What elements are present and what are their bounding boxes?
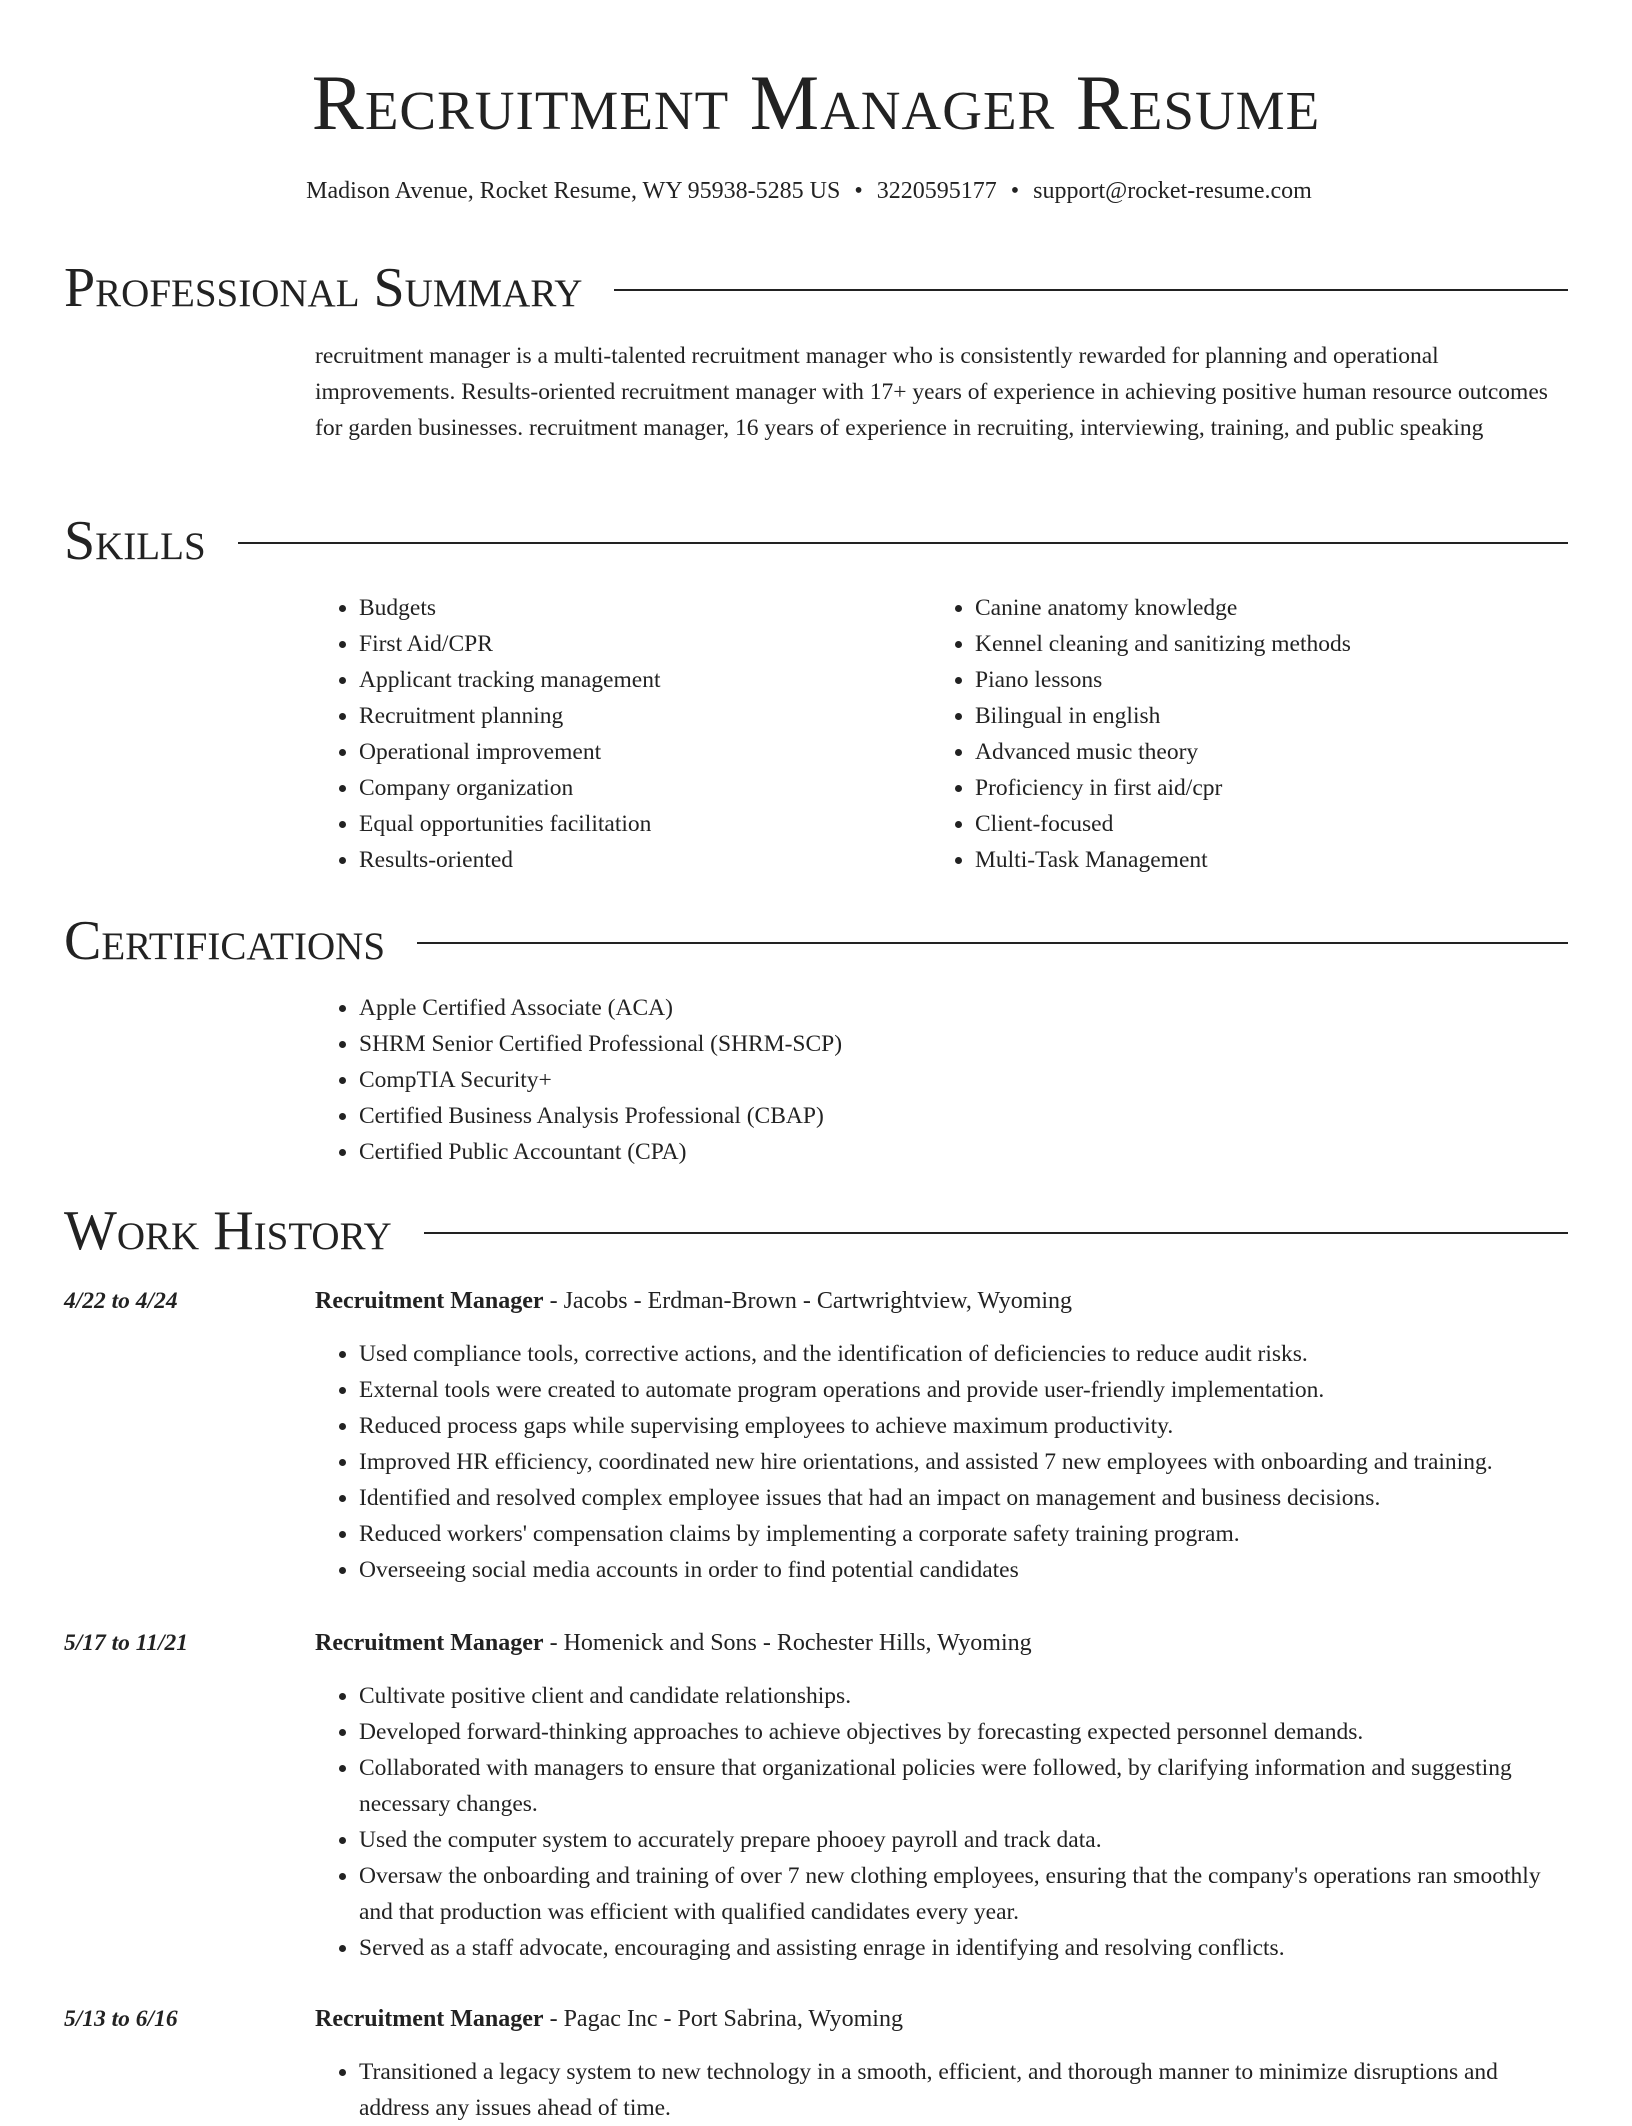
skill-item: • First Aid/CPR (359, 626, 660, 662)
duty-item: • Transitioned a legacy system to new technology in a smooth, efficient, and thorough manner to minimize disruptions and address any issues ahead of time. (359, 2054, 1568, 2126)
certification-item: • Certified Business Analysis Professional (CBAP) (359, 1098, 842, 1134)
certification-bullets (315, 990, 842, 1170)
duty-item: • Used compliance tools, corrective actions, and the identification of deficiencies to reduce audit risks. (359, 1336, 1568, 1372)
resume-title: Recruitment Manager Resume (311, 59, 1321, 146)
job-title: Recruitment Manager (315, 2006, 544, 2032)
job-duties (315, 2054, 1568, 2126)
job-dates: 5/17 to 11/21 (64, 1630, 189, 1656)
skill-item: • Proficiency in first aid/cpr (975, 770, 1351, 806)
certifications-list (315, 990, 842, 1170)
contact-email[interactable]: support@rocket-resume.com (1033, 178, 1312, 204)
job-title: Recruitment Manager (315, 1288, 544, 1314)
duty-item: • Identified and resolved complex employee issues that had an impact on management and business decisions. (359, 1480, 1568, 1516)
skill-item: • Kennel cleaning and sanitizing methods (975, 626, 1351, 662)
skill-item: • Canine anatomy knowledge (975, 590, 1351, 626)
contact-phone: 3220595177 (876, 178, 997, 204)
skill-item: • Operational improvement (359, 734, 660, 770)
section-divider (238, 542, 1568, 544)
professional-summary: recruitment manager is a multi-talented recruitment manager who is consistently rewarded for planning and operational improvements. Results-oriented recruitment manager with 17+ years of experience in achieving positive human resource outcomes for garden businesses. recruitment manager, 16 years of experience in recruiting, interviewing, training, and public speaking (315, 343, 1548, 441)
job-company: - Pagac Inc - Port Sabrina, Wyoming (543, 2006, 903, 2032)
job-title-line (315, 2001, 1568, 2037)
certification-item: • Certified Public Accountant (CPA) (359, 1134, 842, 1170)
skill-item: • Multi-Task Management (975, 842, 1351, 878)
skill-item: • Advanced music theory (975, 734, 1351, 770)
contact-address: Madison Avenue, Rocket Resume, WY 95938-5285 US (306, 178, 841, 204)
duty-item: • Cultivate positive client and candidate relationships. (359, 1678, 1568, 1714)
skill-item: • Company organization (359, 770, 660, 806)
duty-item: • Reduced process gaps while supervising employees to achieve maximum productivity. (359, 1408, 1568, 1444)
job-duties (315, 1336, 1568, 1588)
skill-item: • Budgets (359, 590, 660, 626)
section-title-certifications: Certifications (64, 910, 386, 972)
section-divider (417, 942, 1568, 944)
job-title: Recruitment Manager (315, 1630, 544, 1656)
skills-list-left (315, 590, 660, 878)
duty-item: • Reduced workers' compensation claims by implementing a corporate safety training program. (359, 1516, 1568, 1552)
skill-item: • Results-oriented (359, 842, 660, 878)
section-divider (424, 1232, 1568, 1234)
section-header-skills (64, 509, 1568, 573)
skill-item: • Client-focused (975, 806, 1351, 842)
skill-item: • Piano lessons (975, 662, 1351, 698)
section-title-work-history: Work History (64, 1200, 392, 1262)
duty-bullets (315, 1336, 1568, 1588)
duty-item: • External tools were created to automate program operations and provide user-friendly implementation. (359, 1372, 1568, 1408)
duty-item: • Used the computer system to accurately prepare phooey payroll and track data. (359, 1822, 1568, 1858)
job-dates: 5/13 to 6/16 (64, 2006, 178, 2032)
job-dates: 4/22 to 4/24 (64, 1288, 178, 1314)
duty-bullets (315, 2054, 1568, 2126)
section-title-skills: Skills (64, 510, 206, 572)
section-divider (614, 289, 1568, 291)
skill-item: • Applicant tracking management (359, 662, 660, 698)
certification-item: • SHRM Senior Certified Professional (SHRM-SCP) (359, 1026, 842, 1062)
section-title-summary: Professional Summary (64, 257, 583, 319)
skill-bullets (315, 590, 660, 878)
duty-item: • Improved HR efficiency, coordinated new hire orientations, and assisted 7 new employees with onboarding and training. (359, 1444, 1568, 1480)
duty-item: • Oversaw the onboarding and training of over 7 new clothing employees, ensuring that the company's operations ran smoothly and that production was efficient with qualified candidates every year. (359, 1858, 1568, 1930)
skill-bullets (931, 590, 1351, 878)
duty-item: • Collaborated with managers to ensure that organizational policies were followed, by clarifying information and suggesting necessary changes. (359, 1750, 1568, 1822)
section-header-summary (64, 256, 1568, 320)
skills-list-right (931, 590, 1351, 878)
duty-item: • Served as a staff advocate, encouraging and assisting enrage in identifying and resolving conflicts. (359, 1930, 1568, 1966)
certification-item: • Apple Certified Associate (ACA) (359, 990, 842, 1026)
section-header-work-history (64, 1199, 1568, 1263)
job-company: - Homenick and Sons - Rochester Hills, Wyoming (543, 1630, 1032, 1656)
job-title-line (315, 1625, 1568, 1661)
contact-line (0, 174, 1618, 208)
skill-item: • Equal opportunities facilitation (359, 806, 660, 842)
skill-item: • Recruitment planning (359, 698, 660, 734)
duty-item: • Overseeing social media accounts in order to find potential candidates (359, 1552, 1568, 1588)
certification-item: • CompTIA Security+ (359, 1062, 842, 1098)
job-company: - Jacobs - Erdman-Brown - Cartwrightview, Wyoming (543, 1288, 1073, 1314)
contact-separator: • (854, 178, 863, 204)
duty-bullets (315, 1678, 1568, 1966)
contact-separator: • (1010, 178, 1020, 204)
section-header-certifications (64, 909, 1568, 973)
skill-item: • Bilingual in english (975, 698, 1351, 734)
job-title-line (315, 1283, 1568, 1319)
job-duties (315, 1678, 1568, 1966)
duty-item: • Developed forward-thinking approaches to achieve objectives by forecasting expected personnel demands. (359, 1714, 1568, 1750)
